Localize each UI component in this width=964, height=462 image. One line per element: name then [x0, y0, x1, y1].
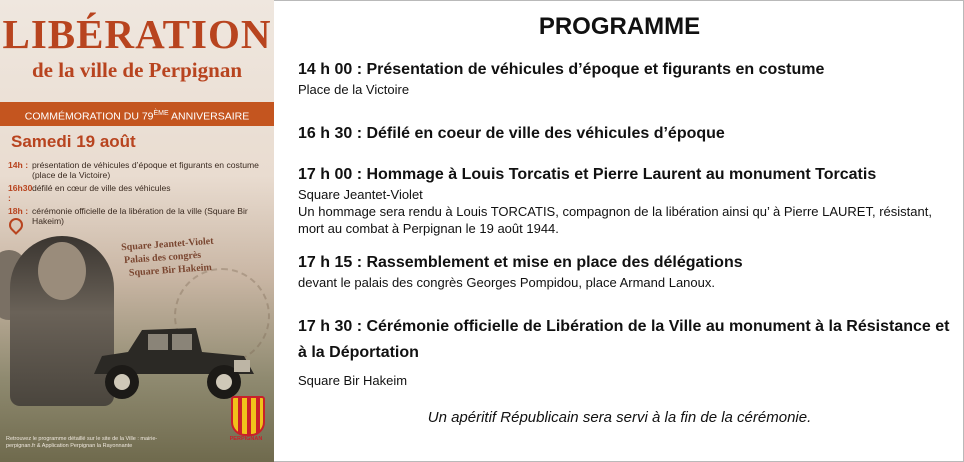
- poster-subtitle: de la ville de Perpignan: [32, 58, 242, 82]
- programme-event: [298, 251, 938, 291]
- band-text-end: ANNIVERSAIRE: [168, 110, 250, 123]
- poster-place: Square Jeantet-Violet: [120, 235, 214, 254]
- event-description: Un hommage sera rendu à Louis TORCATIS, compagnon de la libération ainsi qu’ à Pierre LAURET, résistant, mort au combat à Perpignan le 19 août 1944.: [298, 204, 932, 236]
- poster-program-time: 14h :: [8, 160, 29, 170]
- poster-places: [121, 235, 216, 280]
- poster-program-item: [8, 160, 270, 180]
- poster-place: Square Bir Hakeim: [128, 262, 213, 279]
- programme-event: [298, 58, 938, 98]
- poster-program-item: [8, 206, 270, 226]
- poster-date: Samedi 19 août: [11, 132, 136, 151]
- event-heading: 17 h 15 : Rassemblement et mise en place des délégations: [298, 254, 743, 271]
- poster-program-item: [8, 183, 270, 203]
- poster-band: [0, 102, 274, 126]
- poster-program-time: 18h :: [8, 206, 29, 216]
- event-poster: [0, 0, 274, 462]
- poster-title: LIBÉRATION: [2, 11, 272, 57]
- event-heading: 17 h 30 : Cérémonie officielle de Libération de la Ville au monument à la Résistance et à la Déportation: [298, 318, 950, 361]
- programme-event: [298, 163, 948, 237]
- event-heading: 14 h 00 : Présentation de véhicules d’époque et figurants en costume: [298, 61, 825, 78]
- vintage-car-illustration: [84, 316, 260, 402]
- event-heading: 16 h 30 : Défilé en coeur de ville des véhicules d’époque: [298, 125, 725, 142]
- poster-program-text: cérémonie officielle de la libération de la ville (Square Bir Hakeim): [32, 206, 248, 226]
- city-crest-icon: [231, 396, 265, 436]
- closing-note: Un apéritif Républicain sera servi à la fin de la cérémonie.: [427, 409, 812, 426]
- soldier-head: [38, 242, 86, 300]
- band-sup: ÈME: [153, 110, 169, 117]
- poster-program-time: 16h30 :: [8, 183, 33, 203]
- event-location: Place de la Victoire: [298, 82, 410, 97]
- poster-program-text: présentation de véhicules d’époque et figurants en costume (place de la Victoire): [32, 160, 259, 180]
- band-text: COMMÉMORATION DU 79: [24, 110, 154, 123]
- programme-title: PROGRAMME: [538, 13, 701, 40]
- poster-footer: Retrouvez le programme détaillé sur le site de la Ville : mairie-perpignan.fr & Application Perpignan la Rayonnante: [6, 436, 158, 449]
- crest-label: PERPIGNAN: [229, 436, 263, 442]
- poster-program-text: défilé en cœur de ville des véhicules: [32, 183, 171, 193]
- poster-program: [8, 160, 270, 229]
- programme-event: [298, 122, 938, 145]
- event-location: Square Jeantet-Violet: [298, 187, 423, 202]
- event-heading: 17 h 00 : Hommage à Louis Torcatis et Pierre Laurent au monument Torcatis: [298, 166, 877, 183]
- poster-place: Palais des congrès: [123, 249, 202, 267]
- event-location: devant le palais des congrès Georges Pompidou, place Armand Lanoux.: [298, 275, 715, 290]
- event-location: Square Bir Hakeim: [298, 373, 408, 388]
- programme-event: [298, 314, 950, 389]
